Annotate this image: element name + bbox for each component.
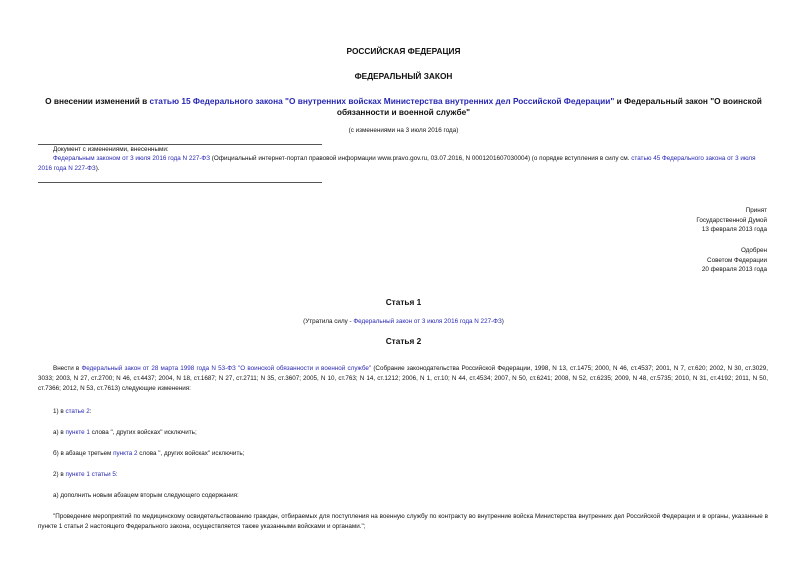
adopted-block: [696, 206, 767, 235]
item1b-prefix: б) в абзаце третьем: [53, 450, 114, 457]
item2: [53, 470, 118, 480]
article1-note-suffix: ): [501, 318, 504, 325]
adopted-body: Государственной Думой: [696, 216, 767, 224]
federation-heading: РОССИЙСКАЯ ФЕДЕРАЦИЯ: [346, 46, 461, 56]
point1-link[interactable]: пункте 1: [65, 429, 90, 436]
document-title: [40, 96, 767, 118]
article5-point1-link[interactable]: пункте 1 статьи 5: [65, 471, 116, 478]
changes-box-source: (Официальный интернет-портал правовой информации www.pravo.gov.ru, 03.07.2016, N 0001201607030004) (о порядке вступления в силу см.: [210, 155, 632, 162]
adopted-label: Принят: [745, 207, 767, 214]
law-53fz-link[interactable]: Федеральный закон от 28 марта 1998 года N 53-ФЗ "О воинской обязанности и военной службе": [81, 365, 372, 372]
item1: [53, 407, 91, 417]
changes-box-intro: Документ с изменениями, внесенными:: [53, 146, 169, 153]
item1b: [53, 449, 244, 459]
item1-suffix: :: [89, 408, 92, 415]
box-bottom-rule: [38, 182, 322, 183]
approved-block: [702, 246, 767, 275]
approved-label: Одобрен: [740, 247, 767, 254]
item1a: [53, 428, 197, 438]
title-prefix: О внесении изменений в: [45, 96, 150, 106]
item1a-suffix: слова ", других войсках" исключить;: [89, 429, 197, 436]
changes-box-end: ).: [95, 165, 100, 172]
article2-heading: Статья 2: [385, 336, 422, 346]
point2-link[interactable]: пункта 2: [113, 450, 138, 457]
article1-note: [0, 317, 807, 327]
item2-suffix: :: [115, 471, 118, 478]
intro-prefix: Внести в: [53, 365, 82, 372]
approved-body: Советом Федерации: [707, 256, 767, 264]
amended-note: (с изменениями на 3 июля 2016 года): [348, 127, 459, 134]
law-type-heading: ФЕДЕРАЛЬНЫЙ ЗАКОН: [354, 71, 453, 81]
changes-box-text: [38, 154, 768, 174]
adopted-date: 13 февраля 2013 года: [701, 226, 767, 233]
article1-note-prefix: (Утратила силу -: [303, 318, 354, 325]
article1-repeal-link[interactable]: Федеральный закон от 3 июля 2016 года N 227-ФЗ: [353, 318, 502, 325]
intro-rest: (Собрание законодательства Российской Федерации, 1998, N 13, ст.1475; 2000, N 46, ст.4537; 2001, N 7, ст.620; 2002, N 30, ст.3029, 3033; 2003, N 27, ст.2700; N 46, ст.4437; 2004, N 18, ст.1687; N 27, ст.2711; N 35, ст.3607; 2005, N 10, ст.763; N 14, ст.1212; 2006, N 1, ст.10; N 44, ст.4534; 2007, N 50, ст.6241; 2008, N 52, ст.6235; 2009, N 48, ст.5735; 2010, N 31, ст.4192; 2011, N 50, ст.7366; 2012, N 53, ст.7613) следующие изменения:: [38, 365, 768, 392]
item2-prefix: 2) в: [53, 471, 66, 478]
article1-heading: Статья 1: [385, 297, 422, 307]
item1-prefix: 1) в: [53, 408, 66, 415]
title-mid: и Федеральный закон "О воинской обязанности и военной службе": [336, 96, 762, 117]
item1b-suffix: слова ", других войсках" исключить;: [137, 450, 245, 457]
article2-intro: [38, 364, 768, 394]
item2a: а) дополнить новым абзацем вторым следующего содержания:: [53, 492, 239, 499]
approved-date: 20 февраля 2013 года: [701, 266, 767, 273]
quoted-amendment: "Проведение мероприятий по медицинскому освидетельствованию граждан, отбираемых для поступления на военную службу по контракту во внутренние войска Министерства внутренних дел Российской Федерации и в органы, указанные в пункте 1 статьи 2 настоящего Федерального закона, осуществляется также указанными войсками и органами.";: [38, 513, 768, 530]
article45-link[interactable]: статью 45 Федерального закона от 3 июля 2016 года N 227-ФЗ: [38, 155, 756, 172]
item1a-prefix: а) в: [53, 429, 66, 436]
amending-law-link[interactable]: Федеральным законом от 3 июля 2016 года N 227-ФЗ: [53, 155, 211, 162]
article2-link[interactable]: статье 2: [65, 408, 90, 415]
title-article15-link[interactable]: статью 15 Федерального закона "О внутренних войсках Министерства внутренних дел Российской Федерации": [149, 96, 615, 106]
